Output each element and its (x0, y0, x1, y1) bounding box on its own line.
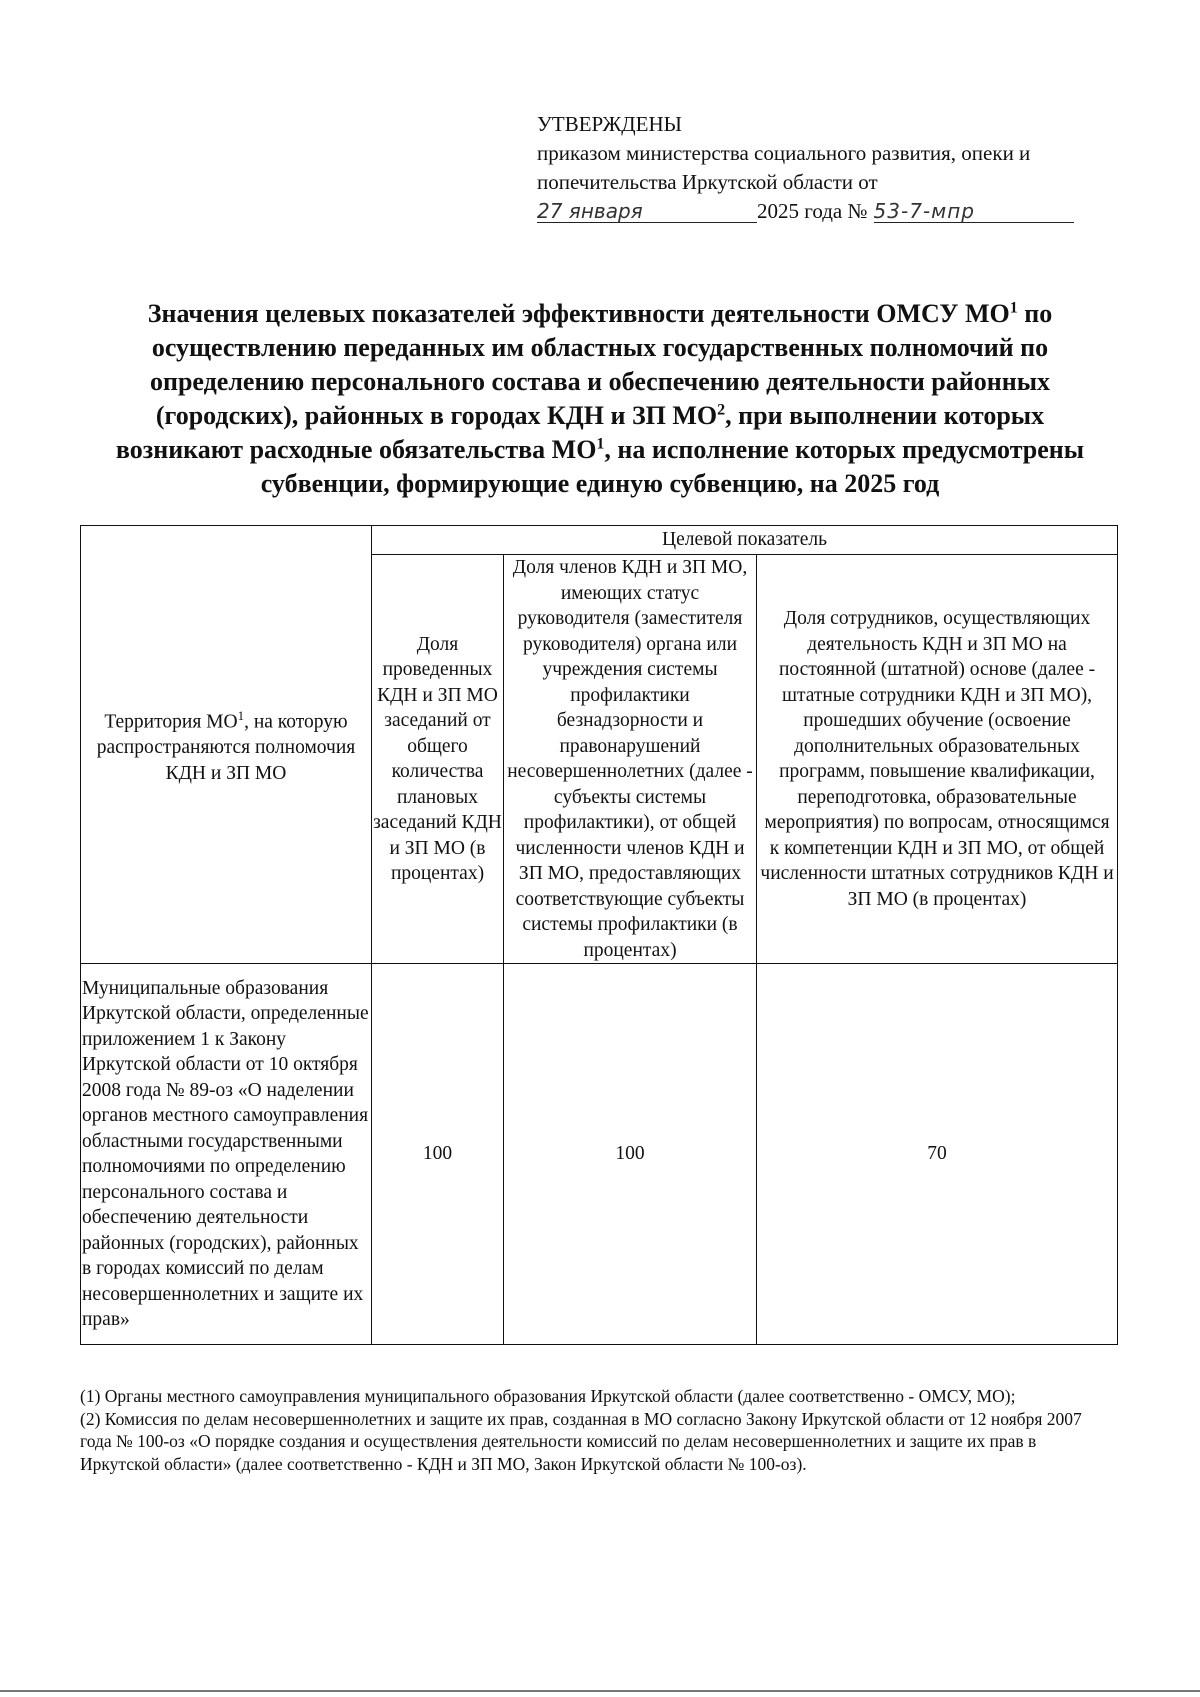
title-part-1: Значения целевых показателей эффективности деятельности ОМСУ МО (147, 299, 1010, 328)
value-cell-1: 100 (372, 964, 504, 1345)
scan-edge-line (0, 1690, 1200, 1692)
footnotes (80, 1385, 1117, 1475)
approval-line-1: приказом министерства социального развития, опеки и (537, 141, 1031, 165)
target-indicator-header: Целевой показатель (372, 526, 1118, 555)
title-part-3: , при выполнении которых возникают расходные обязательства МО (115, 401, 1045, 464)
col1-header: Доля проведенных КДН и ЗП МО заседаний от общего количества плановых заседаний КДН и ЗП МО (в процентах) (372, 555, 504, 964)
territory-header-text-a: Территория МО (104, 711, 238, 733)
value-cell-3: 70 (757, 964, 1118, 1345)
territory-cell: Муниципальные образования Иркутской области, определенные приложением 1 к Закону Иркутской области от 10 октября 2008 года № 89-оз «О наделении органов местного самоуправления областными государственными полномочиями по определению персонального состава и обеспечению деятельности районных (городских), районных в городах комиссий по делам несовершеннолетних и защите их прав» (81, 964, 372, 1345)
territory-header-text-b: , на которую распространяются полномочия КДН и ЗП МО (96, 711, 356, 784)
col2-header: Доля членов КДН и ЗП МО, имеющих статус руководителя (заместителя руководителя) органа или учреждения системы профилактики безнадзорности и правонарушений несовершеннолетних (далее - субъекты системы профилактики), от общей численности членов КДН и ЗП МО, предоставляющих соответствующие субъекты системы профилактики (в процентах) (504, 555, 757, 964)
document-title (90, 297, 1110, 501)
handwritten-date: 27 января (537, 197, 757, 223)
approval-year-text: 2025 года № (757, 199, 868, 223)
title-part-4: , на исполнение которых предусмотрены субвенции, формирующие единую субвенцию, на 2025 год (260, 435, 1085, 498)
approval-date-line (537, 197, 1137, 226)
footnote-1: (1) Органы местного самоуправления муниципального образования Иркутской области (далее соответственно - ОМСУ, МО); (80, 1386, 1016, 1406)
handwritten-order-number: 53-7-мпр (874, 197, 1074, 223)
approval-heading: УТВЕРЖДЕНЫ (537, 112, 682, 136)
approval-line-2: попечительства Иркутской области от (537, 170, 878, 194)
title-part-2: по осуществлению переданных им областных государственных полномочий по определению персонального состава и обеспечению деятельности районных (городских), районных в городах КДН и ЗП МО (149, 299, 1053, 430)
title-footnote-ref-2: 2 (717, 401, 726, 419)
table-header-row-1 (81, 526, 1118, 555)
territory-header-sup: 1 (237, 708, 245, 723)
footnote-2: (2) Комиссия по делам несовершеннолетних и защите их прав, созданная в МО согласно Закону Иркутской области от 12 ноября 2007 года № 100-оз «О порядке создания и осуществления деятельности комиссий по делам несовершеннолетних и защите их прав в Иркутской области» (далее соответственно - КДН и ЗП МО, Закон Иркутской области № 100-оз). (80, 1408, 1082, 1474)
value-cell-2: 100 (504, 964, 757, 1345)
territory-header (81, 526, 372, 964)
title-footnote-ref-3: 1 (596, 435, 605, 453)
title-footnote-ref-1: 1 (1009, 299, 1018, 317)
col3-header: Доля сотрудников, осуществляющих деятельность КДН и ЗП МО на постоянной (штатной) основе (далее - штатные сотрудники КДН и ЗП МО), прошедших обучение (освоение дополнительных образовательных программ, повышение квалификации, переподготовка, образовательные мероприятия) по вопросам, относящимся к компетенции КДН и ЗП МО, от общей численности штатных сотрудников КДН и ЗП МО (в процентах) (757, 555, 1118, 964)
indicators-table (80, 525, 1118, 1345)
approval-stamp (537, 110, 1137, 226)
table-row (81, 964, 1118, 1345)
